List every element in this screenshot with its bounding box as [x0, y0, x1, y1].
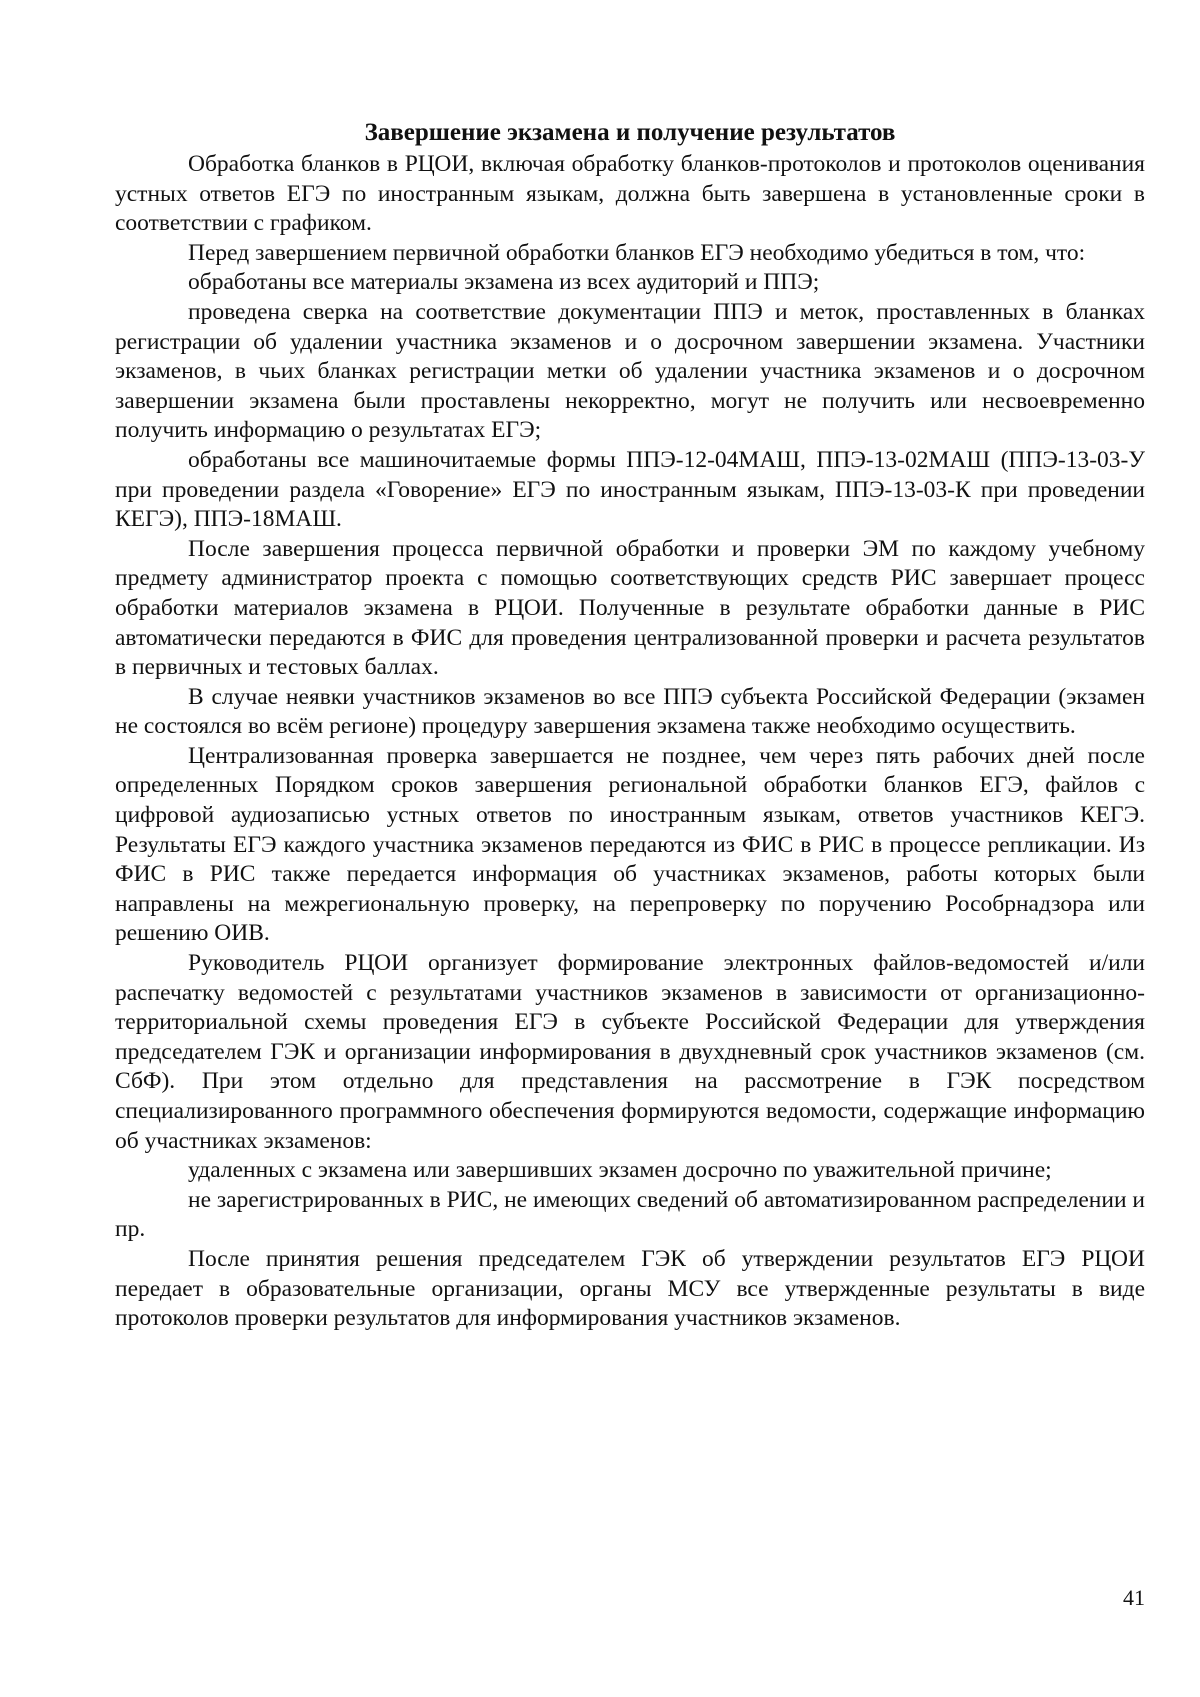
paragraph-after-approval: После принятия решения председателем ГЭК об утверждении результатов ЕГЭ РЦОИ передает в образовательные организации, органы МСУ все утвержденные результаты в виде протоколов проверки результатов для информирования участников экзаменов. — [115, 1245, 1145, 1332]
list-item-verification: проведена сверка на соответствие документации ППЭ и меток, проставленных в бланках регистрации об удалении участника экзаменов и о досрочном завершении экзамена. Участники экзаменов, в чьих бланках регистрации метки об удалении участника экзаменов и о досрочном завершении экзамена были проставлены некорректно, могут не получить или несвоевременно получить информацию о результатах ЕГЭ; — [115, 298, 1145, 444]
paragraph-rcoi-head: Руководитель РЦОИ организует формирование электронных файлов-ведомостей и/или распечатку ведомостей с результатами участников экзаменов в зависимости от организационно-территориальной схемы проведения ЕГЭ в субъекте Российской Федерации для утверждения председателем ГЭК и организации информирования в двухдневный срок участников экзаменов (см. СбФ). При этом отдельно для представления на рассмотрение в ГЭК посредством специализированного программного обеспечения формируются ведомости, содержащие информацию об участниках экзаменов: — [115, 950, 1145, 1154]
page-number: 41 — [1123, 1585, 1145, 1610]
list-item-removed-participants: удаленных с экзамена или завершивших экзамен досрочно по уважительной причине; — [188, 1157, 1052, 1184]
paragraph-after-primary-processing: После завершения процесса первичной обработки и проверки ЭМ по каждому учебному предмету администратор проекта с помощью соответствующих средств РИС завершает процесс обработки материалов экзамена в РЦОИ. Полученные в результате обработки данные в РИС автоматически передаются в ФИС для проведения централизованной проверки и расчета результатов в первичных и тестовых баллах. — [115, 535, 1145, 681]
list-item-all-materials: обработаны все материалы экзамена из всех аудиторий и ППЭ; — [188, 269, 820, 296]
paragraph-before-completion: Перед завершением первичной обработки бланков ЕГЭ необходимо убедиться в том, что: — [188, 239, 1086, 266]
paragraph-no-show: В случае неявки участников экзаменов во все ППЭ субъекта Российской Федерации (экзамен не состоялся во всём регионе) процедуру завершения экзамена также необходимо осуществить. — [115, 683, 1145, 740]
list-item-machine-readable-forms: обработаны все машиночитаемые формы ППЭ-12-04МАШ, ППЭ-13-02МАШ (ППЭ-13-03-У при проведении раздела «Говорение» ЕГЭ по иностранным языкам, ППЭ-13-03-К при проведении КЕГЭ), ППЭ-18МАШ. — [115, 446, 1145, 533]
list-item-unregistered: не зарегистрированных в РИС, не имеющих сведений об автоматизированном распределении и пр. — [115, 1186, 1145, 1243]
paragraph-centralized-check: Централизованная проверка завершается не позднее, чем через пять рабочих дней после определенных Порядком сроков завершения региональной обработки бланков ЕГЭ, файлов с цифровой аудиозаписью устных ответов по иностранным языкам, ответов участников КЕГЭ. Результаты ЕГЭ каждого участника экзаменов передаются из ФИС в РИС в процессе репликации. Из ФИС в РИС также передается информация об участниках экзаменов, работы которых были направлены на межрегиональную проверку, на перепроверку по поручению Рособрнадзора или решению ОИВ. — [115, 742, 1145, 947]
document-page — [115, 118, 1145, 1334]
page-title: Завершение экзамена и получение результатов — [364, 119, 896, 146]
paragraph-processing-deadline: Обработка бланков в РЦОИ, включая обработку бланков-протоколов и протоколов оценивания устных ответов ЕГЭ по иностранным языкам, должна быть завершена в установленные сроки в соответствии с графиком. — [115, 151, 1145, 237]
